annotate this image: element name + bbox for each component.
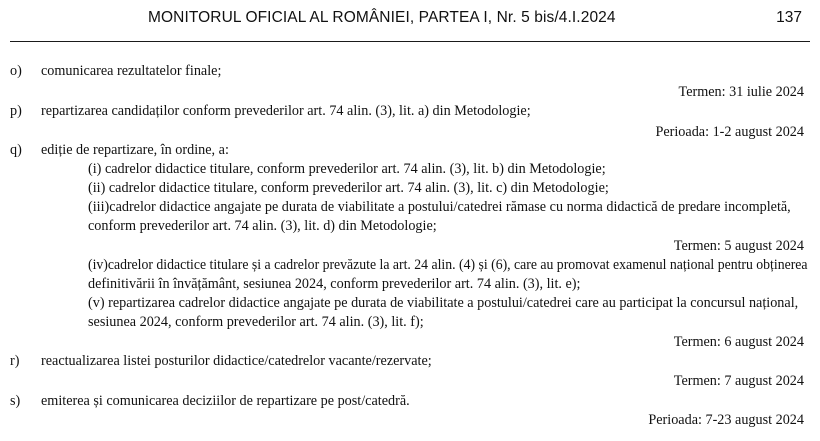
item-q-sub-iii-line1: (iii)cadrelor didactice angajate pe durata de viabilitate a postului/catedrei rămase cu norma didactică de predare incompletă, [88, 199, 791, 215]
page-number: 137 [776, 9, 802, 26]
page-header [0, 9, 820, 33]
item-q-deadline-2: Termen: 6 august 2024 [673, 334, 804, 350]
header-rule [10, 41, 810, 42]
item-q-text: ediție de repartizare, în ordine, a: [41, 142, 229, 158]
item-o-label: o) [10, 63, 22, 79]
item-s-text: emiterea și comunicarea deciziilor de repartizare pe post/catedră. [41, 393, 410, 409]
item-o-deadline: Termen: 31 iulie 2024 [678, 84, 804, 100]
item-q-sub-iv-line2: definitivării în învățământ, sesiunea 2024, conform prevederilor art. 74 alin. (3), lit. e); [88, 276, 581, 292]
item-q-sub-iv-line1: (iv)cadrelor didactice titulare și a cadrelor prevăzute la art. 24 alin. (4) și (6), care au promovat examenul național pentru obținerea [88, 257, 808, 273]
item-p-label: p) [10, 103, 22, 119]
item-q-deadline-1: Termen: 5 august 2024 [673, 238, 804, 254]
item-r-text: reactualizarea listei posturilor didactice/catedrelor vacante/rezervate; [41, 353, 432, 369]
item-q-sub-i: (i) cadrelor didactice titulare, conform prevederilor art. 74 alin. (3), lit. b) din Metodologie; [88, 161, 606, 177]
journal-title: MONITORUL OFICIAL AL ROMÂNIEI, PARTEA I, Nr. 5 bis/4.I.2024 [148, 9, 616, 26]
item-p-text: repartizarea candidaților conform prevederilor art. 74 alin. (3), lit. a) din Metodologie; [41, 103, 531, 119]
item-p-deadline: Perioada: 1-2 august 2024 [655, 124, 804, 140]
item-r-label: r) [10, 353, 20, 369]
item-q-sub-v-line2: sesiunea 2024, conform prevederilor art. 74 alin. (3), lit. f); [88, 314, 424, 330]
item-o-text: comunicarea rezultatelor finale; [41, 63, 222, 79]
item-q-sub-ii: (ii) cadrelor didactice titulare, conform prevederilor art. 74 alin. (3), lit. c) din Metodologie; [88, 180, 609, 196]
item-q-sub-v-line1: (v) repartizarea cadrelor didactice angajate pe durata de viabilitate a postului/catedrei care au participat la concursul național, [88, 295, 799, 311]
item-q-sub-iii-line2: conform prevederilor art. 74 alin. (3), lit. d) din Metodologie; [88, 218, 437, 234]
item-r-deadline: Termen: 7 august 2024 [673, 373, 804, 389]
item-q-label: q) [10, 142, 22, 158]
item-s-label: s) [10, 393, 21, 409]
item-s-deadline: Perioada: 7-23 august 2024 [648, 412, 804, 428]
